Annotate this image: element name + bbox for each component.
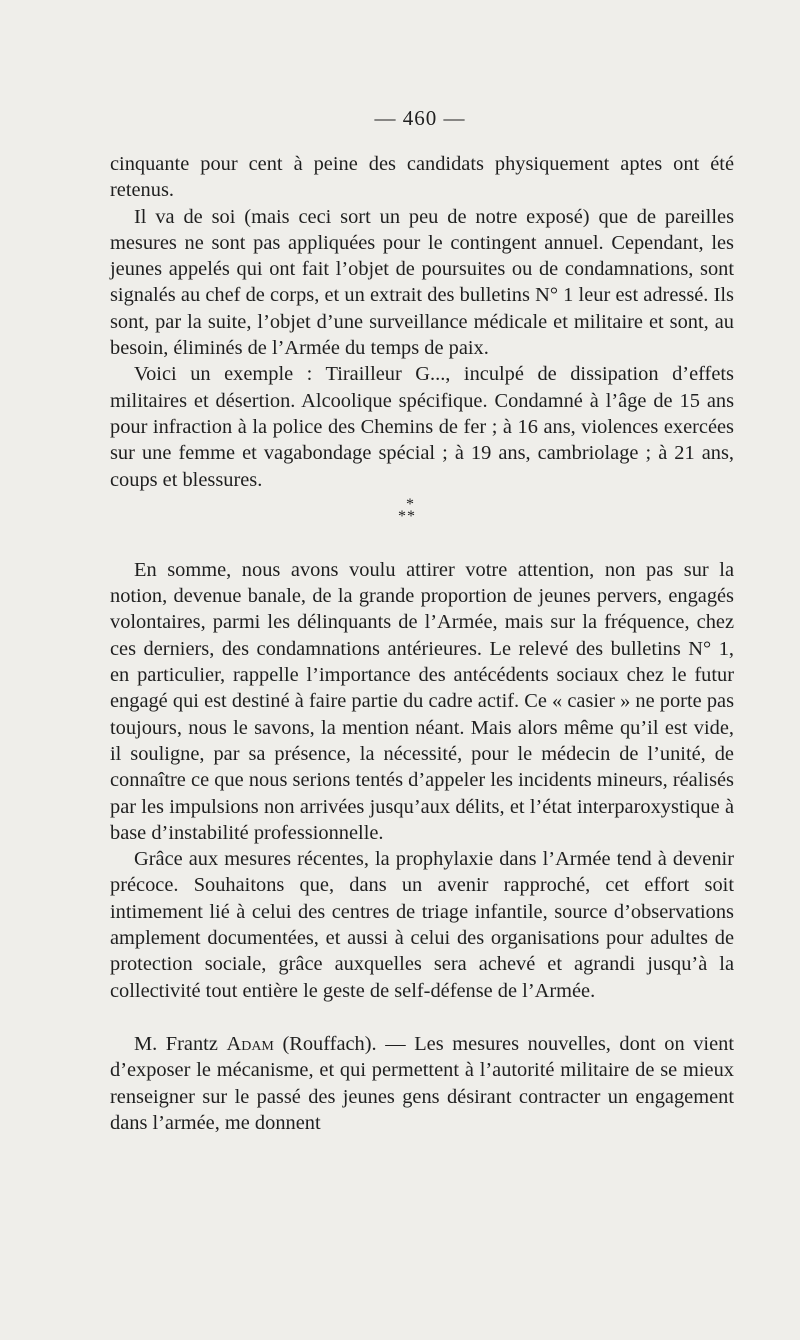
asterism-bottom: ** bbox=[398, 507, 416, 525]
speaker-prefix: M. Frantz bbox=[134, 1032, 227, 1055]
paragraph-5: Grâce aux mesures récentes, la prophylaxie dans l’Armée tend à devenir précoce. Souhaitons que, dans un avenir rapproché, cet effort soit intimement lié à celui des centres de triage infantile, source d’observations amplement documentées, et aussi à celui des organisations pour adultes de protection sociale, grâce auxquelles sera achevé et agrandi jusqu’à la collectivité tout entière le geste de self-défense de l’Armée. bbox=[110, 848, 734, 1002]
paragraph-2: Il va de soi (mais ceci sort un peu de notre exposé) que de pareilles mesures ne sont pas appliquées pour le contingent annuel. Cependant, les jeunes appelés qui ont fait l’objet de poursuites ou de condamnations, sont signalés au chef de corps, et un extrait des bulletins N° 1 leur est adressé. Ils sont, par la suite, l’objet d’une surveillance médicale et militaire et sont, au besoin, éliminés de l’Armée du temps de paix. bbox=[110, 205, 734, 360]
body-text bbox=[110, 151, 734, 1136]
paragraph-4: En somme, nous avons voulu attirer votre attention, non pas sur la notion, devenue banale, de la grande proportion de jeunes pervers, engagés volontaires, parmi les délinquants de l’Armée, mais sur la fréquence, chez ces derniers, des condamnations antérieures. Le relevé des bulletins N° 1, en particulier, rappelle l’importance des antécédents sociaux chez le futur engagé qui est destiné à faire partie du cadre actif. Ce « casier » ne porte pas toujours, nous le savons, la mention néant. Mais alors même qu’il est vide, il souligne, par sa présence, la nécessité, pour le médecin de l’unité, de connaître ce que nous serions tentés d’appeler les incidents mineurs, réalisés par les impulsions non arrivées jusqu’aux délits, et l’état interparoxystique à base d’instabilité professionnelle. bbox=[110, 558, 734, 844]
paragraph-3: Voici un exemple : Tirailleur G..., inculpé de dissipation d’effets militaires et désertion. Alcoolique spécifique. Condamné à l’âge de 15 ans pour infraction à la police des Chemins de fer ; à 16 ans, violences exercées sur une femme et vagabondage spécial ; à 19 ans, cambriolage ; à 21 ans, coups et blessures. bbox=[110, 363, 734, 491]
asterism-top: * bbox=[406, 495, 414, 513]
page-number: — 460 — bbox=[374, 106, 466, 130]
speaker-text: — Les mesures nouvelles, dont on vient d’exposer le mécanisme, et qui permettent à l’autorité militaire de se mieux renseigner sur le passé des jeunes gens désirant contracter un engagement dans l’armée, me donnent bbox=[110, 1032, 735, 1134]
speaker-place: (Rouffach). bbox=[273, 1032, 377, 1055]
paragraph-1: cinquante pour cent à peine des candidats physiquement aptes ont été retenus. bbox=[110, 153, 734, 202]
section-spacer bbox=[110, 1004, 734, 1031]
speaker-paragraph bbox=[110, 1031, 734, 1136]
asterism-separator bbox=[110, 493, 734, 557]
speaker-name: Adam bbox=[226, 1032, 274, 1055]
